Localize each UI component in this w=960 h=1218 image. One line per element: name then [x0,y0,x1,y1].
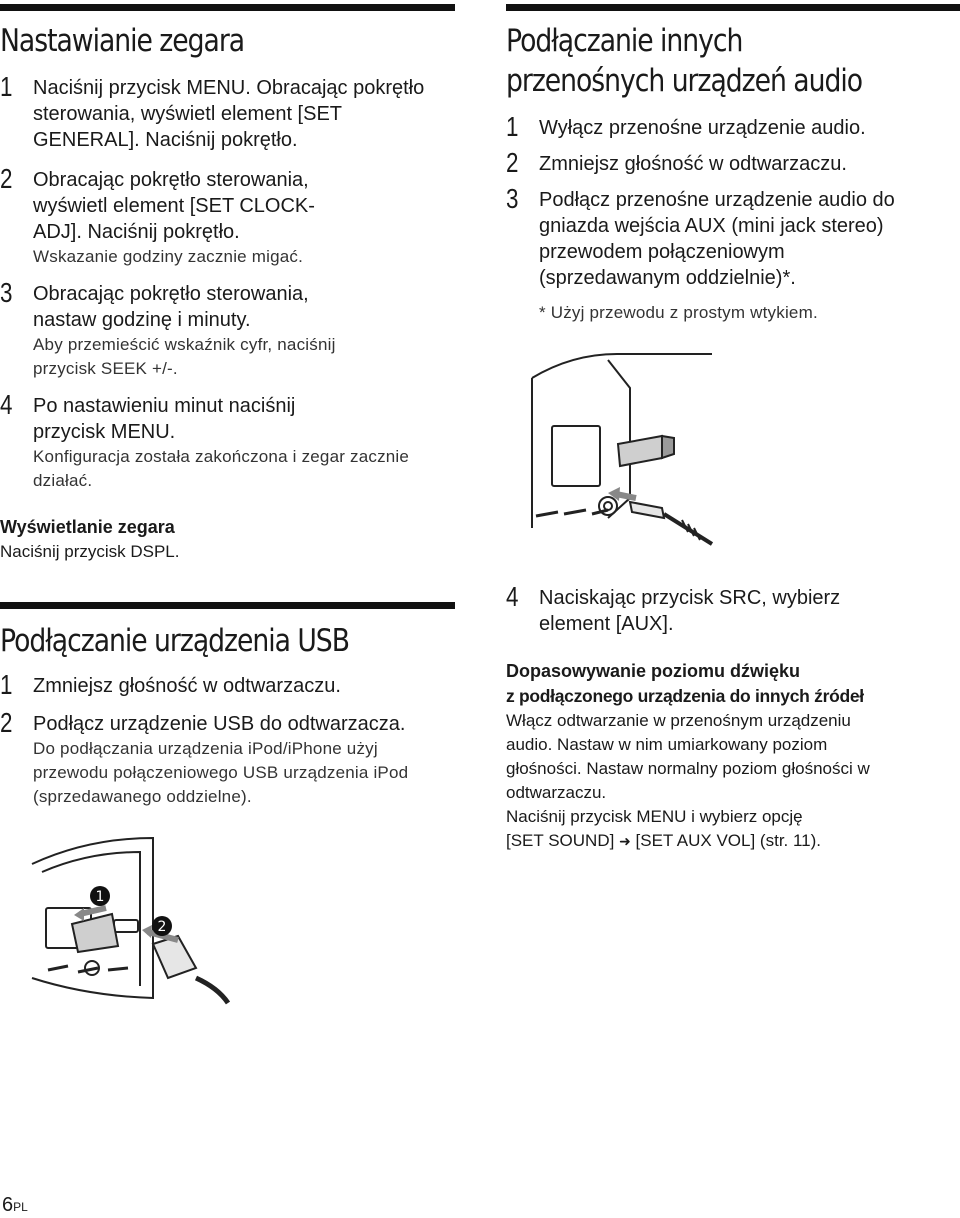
step-text: Naciskając przycisk SRC, wybierz element [AUX]. [539,587,841,635]
usb-step-2 [0,707,455,809]
callout-1-label: 1 [95,889,105,905]
clock-step-3 [0,277,455,381]
release-button [662,436,674,458]
level-text-2c: [SET AUX VOL] (str. 11). [635,831,822,850]
step-text: Obracając pokrętło sterowania, nastaw godzinę i minuty. [33,283,309,331]
clock-step-4 [0,389,455,493]
right-lower-block [506,581,960,853]
section-rule [506,4,960,11]
level-text: Włącz odtwarzanie w przenośnym urządzeniu audio. Nastaw w nim umiarkowany poziom głośności. Nastaw normalny poziom głośności w odtwarzaczu. [506,711,870,802]
step-number: 3 [0,277,13,308]
step-number: 3 [506,183,519,214]
level-text-2a: Naciśnij przycisk MENU i wybierz opcję [506,807,803,826]
aux-cable [664,514,712,544]
level-heading-line2: z podłączonego urządzenia do innych źródeł [506,686,864,706]
step-text: Obracając pokrętło sterowania, wyświetl element [SET CLOCK-ADJ]. Naciśnij pokrętło. [33,169,315,243]
usb-title: Podłączanie urządzenia USB [0,623,349,659]
aux-jack [599,497,617,515]
clock-step-1 [0,71,455,153]
right-column [506,0,960,325]
left-column [0,0,455,809]
release-handle [618,436,662,466]
portable-step-2 [506,147,960,178]
step-number: 2 [0,707,13,738]
usb-connection-illustration [28,828,248,1008]
step-number: 1 [506,111,519,142]
step-number: 4 [506,581,519,612]
portable-title-line1: Podłączanie innych [506,23,743,59]
usb-port [114,920,138,932]
step-text: Zmniejsz głośność w odtwarzaczu. [33,675,341,697]
step-number: 4 [0,389,13,420]
display-clock-heading: Wyświetlanie zegara [0,517,175,537]
usb-cable [196,978,228,1003]
step-note: Do podłączania urządzenia iPod/iPhone użyj przewodu połączeniowego USB urządzenia iPod (sprzedawanego oddzielne). [33,739,409,806]
portable-title-line2: przenośnych urządzeń audio [506,63,863,99]
usb-step-1 [0,669,455,700]
step-text: Naciśnij przycisk MENU. Obracając pokrętło sterowania, wyświetl element [SET GENERAL]. Naciśnij pokrętło. [33,77,425,151]
usb-plug [153,936,196,978]
step-number: 1 [0,71,13,102]
step-text: Po nastawieniu minut naciśnij przycisk MENU. [33,395,296,443]
aux-plug [630,502,664,518]
section-rule [0,4,455,11]
page-lang: PL [13,1200,28,1214]
aux-connection-illustration [512,348,732,548]
display-window [552,426,600,486]
page-footer [2,1194,28,1218]
clock-step-2 [0,163,455,269]
step-note: Konfiguracja została zakończona i zegar zacznie działać. [33,447,410,490]
level-text-2b: [SET SOUND] [506,831,615,850]
portable-step-1 [506,111,960,142]
step-number: 2 [506,147,519,178]
step-number: 2 [0,163,13,194]
display-clock-text: Naciśnij przycisk DSPL. [0,542,180,561]
portable-step-4 [506,581,960,637]
footnote: * Użyj przewodu z prostym wtykiem. [539,303,818,322]
page-number: 6 [2,1194,14,1216]
level-heading-line1: Dopasowywanie poziomu dźwięku [506,661,801,681]
step-text: Wyłącz przenośne urządzenie audio. [539,117,866,139]
section-rule [0,602,455,609]
step-note: Aby przemieścić wskaźnik cyfr, naciśnij przycisk SEEK +/-. [33,335,336,378]
portable-step-3 [506,183,960,325]
cover-lid [72,914,118,952]
arrow-right-icon: ➜ [619,833,631,849]
step-note: Wskazanie godziny zacznie migać. [33,247,304,266]
step-text: Zmniejsz głośność w odtwarzaczu. [539,153,847,175]
callout-2-label: 2 [157,919,167,935]
step-text: Podłącz urządzenie USB do odtwarzacza. [33,713,406,735]
step-text: Podłącz przenośne urządzenie audio do gniazda wejścia AUX (mini jack stereo) przewodem połączeniowym (sprzedawanym oddzielnie)*. [539,189,895,289]
level-text-2 [506,805,886,853]
step-number: 1 [0,669,13,700]
clock-title: Nastawianie zegara [0,23,245,59]
unit-front-panel [532,354,712,378]
